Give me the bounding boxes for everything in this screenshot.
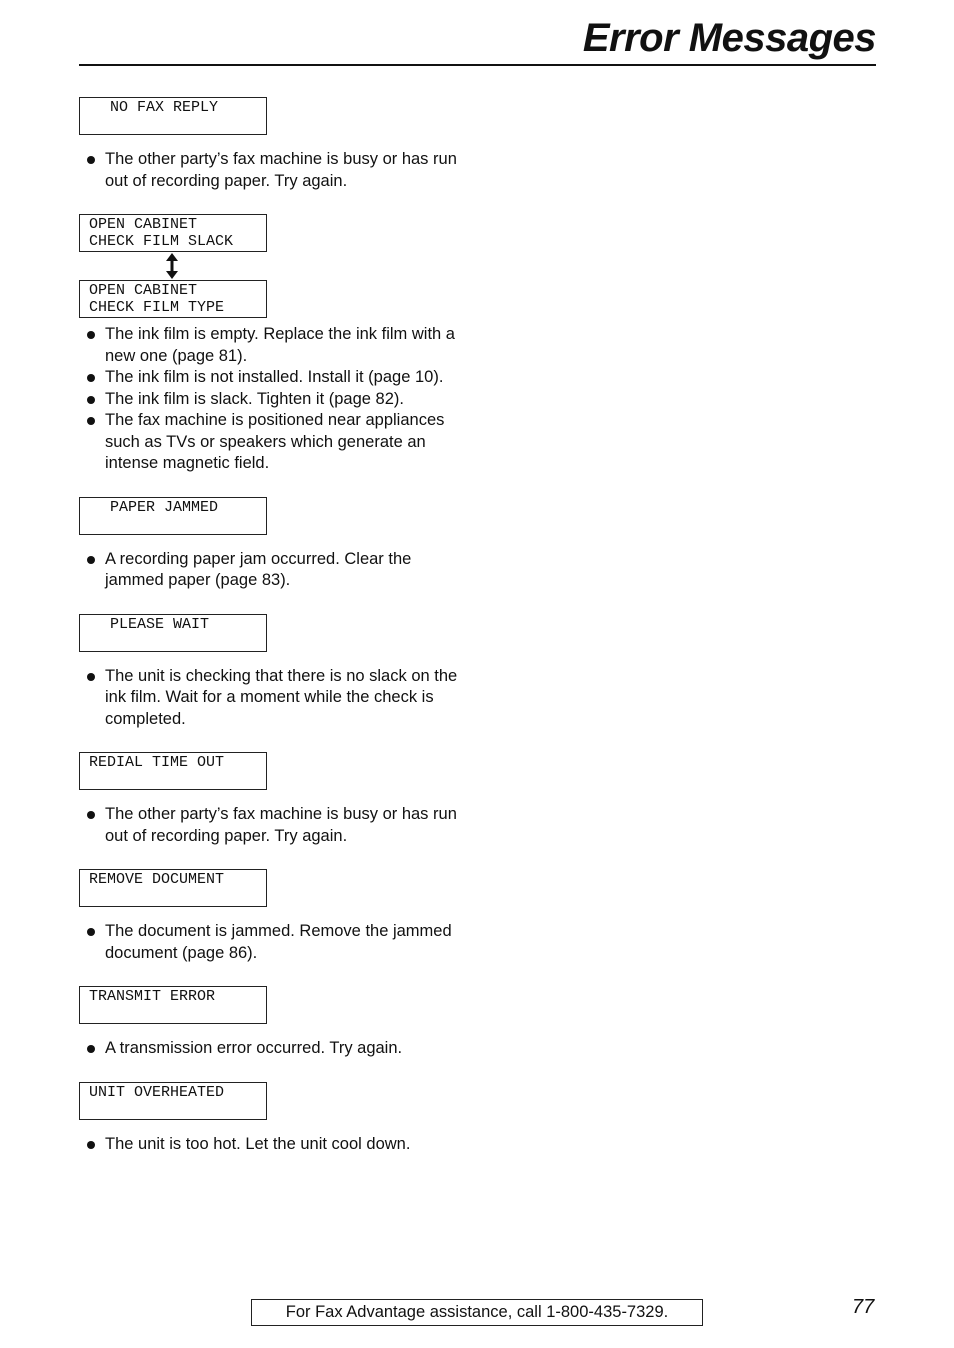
- lcd-line: OPEN CABINET: [89, 216, 198, 233]
- lcd-display: [79, 97, 267, 135]
- lcd-display: [79, 214, 267, 252]
- bullet-list: [79, 149, 459, 192]
- page-title: Error Messages: [582, 16, 876, 60]
- lcd-display: [79, 986, 267, 1024]
- alternates-indicator: [79, 252, 267, 280]
- lcd-line: NO FAX REPLY: [110, 99, 219, 116]
- bullet-icon: [87, 417, 95, 425]
- title-rule: [79, 64, 876, 66]
- bullet-list: [79, 921, 459, 964]
- lcd-display: [79, 497, 267, 535]
- assistance-footer: For Fax Advantage assistance, call 1-800-435-7329.: [251, 1299, 703, 1326]
- lcd-line: PLEASE WAIT: [110, 615, 210, 633]
- bullet-icon: [87, 673, 95, 681]
- bullet-icon: [87, 1141, 95, 1149]
- section-redial-time-out: [79, 752, 459, 847]
- lcd-line: REDIAL TIME OUT: [89, 754, 225, 771]
- bullet-item: The unit is checking that there is no slack on the ink film. Wait for a moment while the check is completed.: [79, 666, 459, 731]
- section-remove-document: [79, 869, 459, 964]
- lcd-display: [79, 869, 267, 907]
- bullet-icon: [87, 331, 95, 339]
- bullet-icon: [87, 156, 95, 164]
- error-message-list: [79, 97, 459, 1177]
- bullet-item: The ink film is slack. Tighten it (page 82).: [79, 389, 459, 411]
- lcd-line: REMOVE DOCUMENT: [89, 871, 225, 888]
- bullet-icon: [87, 396, 95, 404]
- lcd-line: CHECK FILM SLACK: [89, 233, 234, 250]
- bullet-item: The other party’s fax machine is busy or has run out of recording paper. Try again.: [79, 149, 459, 192]
- lcd-line: TRANSMIT ERROR: [89, 988, 216, 1005]
- bullet-list: [79, 666, 459, 731]
- section-no-fax-reply: [79, 97, 459, 192]
- bullet-list: [79, 1038, 459, 1060]
- bullet-item: The ink film is not installed. Install it (page 10).: [79, 367, 459, 389]
- lcd-line: UNIT OVERHEATED: [89, 1083, 225, 1101]
- bullet-icon: [87, 811, 95, 819]
- bullet-item: A transmission error occurred. Try again.: [79, 1038, 459, 1060]
- double-arrow-icon: [165, 253, 179, 279]
- bullet-icon: [87, 374, 95, 382]
- bullet-item: A recording paper jam occurred. Clear the jammed paper (page 83).: [79, 549, 459, 592]
- bullet-item: The fax machine is positioned near appliances such as TVs or speakers which generate an intense magnetic field.: [79, 410, 459, 475]
- lcd-line: OPEN CABINET: [89, 282, 198, 299]
- bullet-list: [79, 1134, 459, 1156]
- lcd-display: [79, 280, 267, 318]
- bullet-item: The other party’s fax machine is busy or has run out of recording paper. Try again.: [79, 804, 459, 847]
- bullet-item: The unit is too hot. Let the unit cool down.: [79, 1134, 459, 1156]
- lcd-display: [79, 752, 267, 790]
- bullet-list: [79, 804, 459, 847]
- section-transmit-error: [79, 986, 459, 1060]
- bullet-list: [79, 324, 459, 475]
- lcd-display: [79, 1082, 267, 1120]
- section-unit-overheated: [79, 1082, 459, 1156]
- bullet-item: The ink film is empty. Replace the ink film with a new one (page 81).: [79, 324, 459, 367]
- lcd-line: PAPER JAMMED: [110, 498, 219, 516]
- lcd-line: CHECK FILM TYPE: [89, 299, 225, 316]
- bullet-icon: [87, 928, 95, 936]
- section-paper-jammed: [79, 497, 459, 592]
- lcd-display: [79, 614, 267, 652]
- bullet-item: The document is jammed. Remove the jammed document (page 86).: [79, 921, 459, 964]
- section-open-cabinet: [79, 214, 459, 475]
- bullet-icon: [87, 556, 95, 564]
- page-number: 77: [852, 1296, 875, 1318]
- bullet-icon: [87, 1045, 95, 1053]
- section-please-wait: [79, 614, 459, 731]
- bullet-list: [79, 549, 459, 592]
